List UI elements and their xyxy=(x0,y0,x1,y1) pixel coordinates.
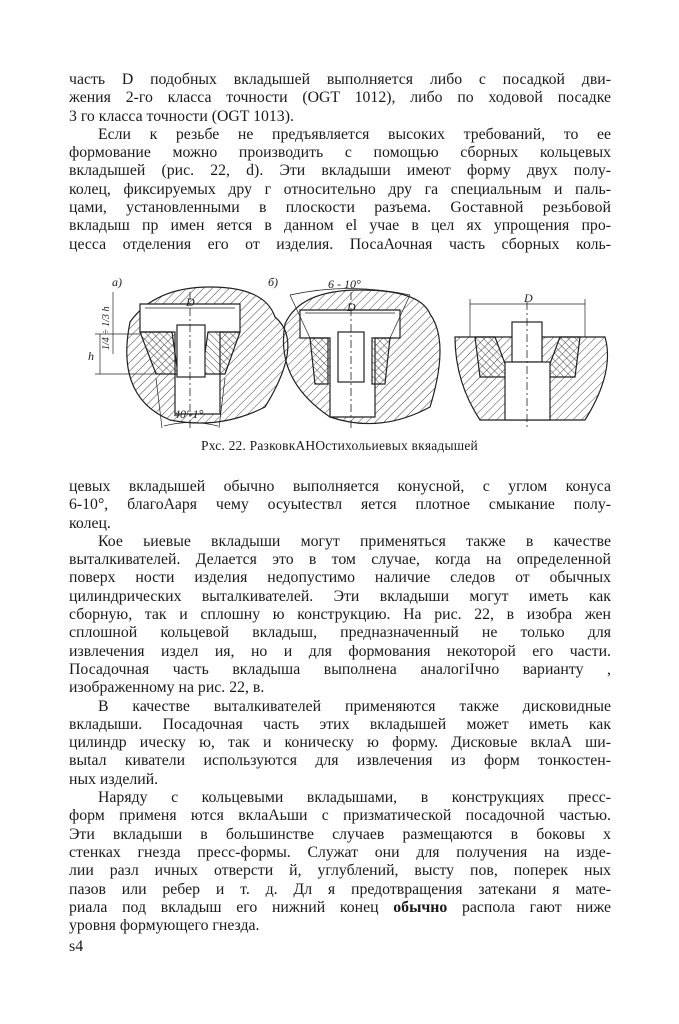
figure-c xyxy=(455,299,608,430)
text-line: колец. xyxy=(69,514,111,532)
text-line: цесса отделения его от изделия. ПосаАочная часть сборных коль- xyxy=(69,235,611,253)
text-line: часть D подобных вкладышей выполняется либо с посадкой дви- xyxy=(69,71,611,88)
text-line: риала под вкладыш его нижний конец обычно распола гают ниже xyxy=(69,898,611,916)
text-line: уровня формующего гнезда. xyxy=(69,917,260,935)
dimension-d-a: D xyxy=(186,295,195,309)
dimension-d-b: D xyxy=(347,300,356,314)
text-line: 6-10°, благоАаря чему осуыtествл яется плотное смыкание полу- xyxy=(69,496,611,514)
text-line: Кое ьиевые вкладыши могут применяться также в качестве xyxy=(98,532,611,550)
text-line: вкладышей (рис. 22, d). Эти вкладыши имеют форму двух полу- xyxy=(69,162,611,180)
text-line: поверх ности изделия недопустимо наличие следов от обычных xyxy=(69,569,611,587)
text-line: Посадочная часть вкладыша выполнена аналогiIчно варианту , xyxy=(69,660,611,678)
text-line: сборную, так и сплошну ю конструкцию. На рис. 22, в изобра жен xyxy=(69,606,611,624)
angle-label-a: 40'-1° xyxy=(174,407,204,421)
text-line: колец, фиксируемых дру г относительно дру га специальным и паль- xyxy=(69,180,611,198)
text-line: цами, установленными в плоскости разъема. Gоставной резьбовой xyxy=(69,199,611,217)
figure-label-a: а) xyxy=(112,275,122,289)
figure-b xyxy=(283,289,440,431)
text-line: сплошной кольцевой вкладыш, предназначенный не только для xyxy=(69,624,611,642)
figure-caption: Рхс. 22. РазковкАНОстихольиевых вкяадышей xyxy=(201,438,478,453)
text-line: 3 го класса точности (OGT 1013). xyxy=(69,107,294,125)
dimension-d-c: D xyxy=(524,291,533,305)
text-line: жения 2-го класса точности (OGT 1012), либо по ходовой посадке xyxy=(69,89,611,107)
dimension-fraction: 1/4 ÷ 1/3 h xyxy=(101,306,112,350)
text-line: лии разл ичных отверсти й, углублений, высту пов, поперек ных xyxy=(69,862,611,880)
page-number: s4 xyxy=(69,938,84,955)
text-line: цилиндр ическу ю, так и коническу ю форму. Дисковые вклаА ши- xyxy=(69,734,611,752)
text-line: выталкивателей. Делается это в том случае, когда на определенной xyxy=(69,551,611,569)
text-line: Если к резьбе не предъявляется высоких требований, то ее xyxy=(98,125,611,143)
text-line: цевых вкладышей обычно выполняется конусной, с углом конуса xyxy=(69,478,611,495)
text-line: извлечения издел ия, но и для формования некоторой его части. xyxy=(69,642,611,660)
figure-label-b: б) xyxy=(268,275,279,289)
text-line: вкладыш пр имен яется в данном el учае в цел ях упрощения про- xyxy=(69,217,611,235)
text-line: выtал киватели используются для извлечения из форм тонкостен- xyxy=(69,752,611,770)
text-line: цилиндрических выталкивателей. Эти вкладыши могут иметь как xyxy=(69,587,611,605)
angle-label-b: 6 - 10° xyxy=(328,277,361,291)
text-line: Наряду с кольцевыми вкладышами, в конструкциях пресс- xyxy=(98,789,611,807)
text-line: формование можно производить с помощью сборных кольцевых xyxy=(69,144,611,162)
text-block-top xyxy=(69,71,611,254)
text-block-bottom xyxy=(69,478,611,935)
figure-22-drawing xyxy=(60,262,620,434)
text-line: В качестве выталкивателей применяются также дисковидные xyxy=(98,697,611,715)
text-line: пазов или ребер и т. д. Дл я предотвращения затекани я мате- xyxy=(69,880,611,898)
text-line: стенках гнезда пресс-формы. Служат они для получения на изде- xyxy=(69,843,611,861)
text-line: форм применя ются вклаАьши с призматической посадочной частью. xyxy=(69,807,611,825)
text-line: изображенному на рис. 22, в. xyxy=(69,679,265,697)
text-line: вкладыши. Посадочная часть этих вкладышей может иметь как xyxy=(69,715,611,733)
dimension-h: h xyxy=(88,349,94,363)
text-line: Эти вкладыши в большинстве случаев размещаются в боковы х xyxy=(69,825,611,843)
text-line: ных изделий. xyxy=(69,770,159,788)
